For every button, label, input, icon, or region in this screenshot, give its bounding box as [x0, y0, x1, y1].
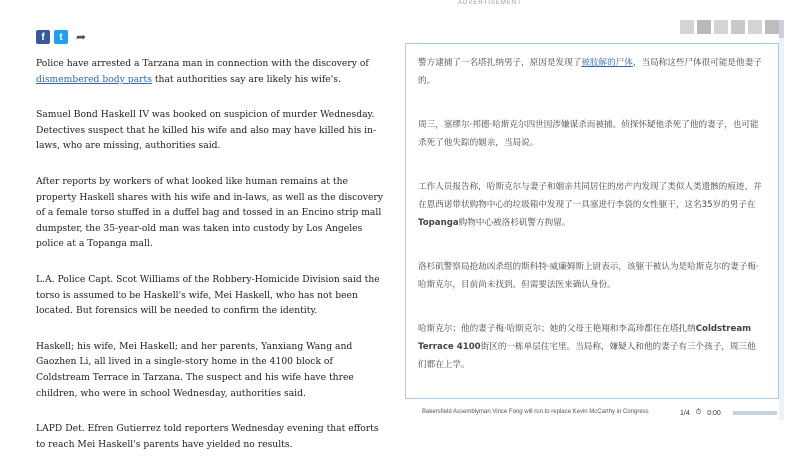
video-time: 0:00 [707, 409, 721, 417]
ad-thumbnail[interactable] [680, 20, 694, 34]
ad-thumbnail[interactable] [765, 20, 779, 34]
ad-thumbnail[interactable] [714, 20, 728, 34]
paragraph-text: 街区的一栋单层住宅里。当局称，嫌疑人和他的妻子有三个孩子，周三他们都在上学。 [418, 342, 756, 370]
translated-link[interactable]: 被肢解的尸体 [581, 58, 633, 68]
paragraph-text: Coldstream Terrace 4100 [418, 324, 752, 352]
share-icon[interactable]: ➦ [76, 30, 87, 44]
social-share-bar [36, 30, 86, 44]
translation-popup[interactable] [405, 43, 779, 399]
translation-paragraph [418, 54, 764, 90]
translation-paragraph: 周三，塞缪尔·邦德·哈斯克尔四世因涉嫌谋杀而被捕。侦探怀疑他杀死了他的妻子，也可能杀死了他失踪的姻亲，当局说。 [418, 120, 759, 148]
article-paragraph: After reports by workers of what looked like human remains at the property Haskell shares with his wife and in-laws, as well as the discovery of a female torso stuffed in a duffel bag and tossed in an Encino strip mall dumpster, the 35-year-old man was taken into custody by Los Angeles police at a Topanga mall. [36, 175, 383, 250]
twitter-icon[interactable]: t [54, 30, 68, 44]
translation-paragraph: 洛杉矶警察局抢劫凶杀组的斯科特·威廉姆斯上尉表示，该躯干被认为是哈斯克尔的妻子梅·哈斯克尔，目前尚未找到。但需要法医来确认身份。 [418, 262, 759, 290]
video-progress-bar[interactable] [733, 411, 777, 415]
paragraph-text: Police have arrested a Tarzana man in connection with the discovery of [36, 58, 369, 69]
paragraph-text: 哈斯克尔；他的妻子梅·哈斯克尔；她的父母王艳翔和李高珍都住在塔扎纳 [418, 324, 696, 334]
ad-thumbnail[interactable] [748, 20, 762, 34]
clock-icon: ⏱ [695, 409, 702, 416]
video-counter: 1/4 [680, 409, 690, 417]
paragraph-text: 警方逮捕了一名塔扎纳男子，原因是发现了 [418, 58, 582, 68]
ad-thumbnail[interactable] [697, 20, 711, 34]
related-video-card[interactable] [404, 402, 649, 432]
facebook-icon[interactable]: f [36, 30, 50, 44]
advertisement-thumbnails[interactable] [680, 20, 779, 34]
article-paragraph: Haskell; his wife, Mei Haskell; and her parents, Yanxiang Wang and Gaozhen Li, all lived in a single-story home in the 4100 block of Coldstream Terrace in Tarzana. The suspect and his wife have three children, who were in school Wednesday, authorities said. [36, 340, 354, 399]
article-paragraph: Samuel Bond Haskell IV was booked on suspicion of murder Wednesday. Detectives suspect that he killed his wife and also may have killed his in-laws, who are missing, authorities said. [36, 109, 377, 152]
translation-paragraph [418, 320, 764, 374]
paragraph-text: ，当局称这些尸体很可能是他妻子的。 [418, 58, 762, 86]
article-paragraph: L.A. Police Capt. Scot Williams of the Robbery-Homicide Division said the torso is assumed to be Haskell's wife, Mei Haskell, who has not been located. But forensics will be needed to confirm the identity. [36, 273, 380, 317]
article-body [36, 56, 386, 472]
paragraph-text: 购物中心被洛杉矶警方拘留。 [458, 218, 571, 228]
scrollbar[interactable] [779, 20, 784, 420]
paragraph-text: 工作人员报告称，哈斯克尔与妻子和姻亲共同居住的房产内发现了类似人类遗骸的痕迹，并在恩西诺带状购物中心的垃圾箱中发现了一具塞进行李袋的女性躯干，这名35岁的男子在 [418, 182, 762, 210]
article-paragraph [36, 56, 386, 87]
ad-thumbnail[interactable] [731, 20, 745, 34]
related-video-headline[interactable]: Bakersfield Assemblyman Vince Fong will run to replace Kevin McCarthy in Congress [422, 409, 649, 415]
advertisement-label: ADVERTISEMENT [458, 0, 522, 6]
dismembered-body-parts-link[interactable]: dismembered body parts [36, 73, 152, 85]
scrollbar-thumb[interactable] [779, 20, 784, 38]
paragraph-text: Topanga [418, 218, 459, 228]
translation-paragraph [418, 178, 764, 232]
article-paragraph: LAPD Det. Efren Gutierrez told reporters Wednesday evening that efforts to reach Mei Haskell's parents have yielded no results. [36, 423, 379, 450]
video-controls [680, 409, 777, 417]
paragraph-text: that authorities say are likely his wife's. [151, 73, 341, 85]
